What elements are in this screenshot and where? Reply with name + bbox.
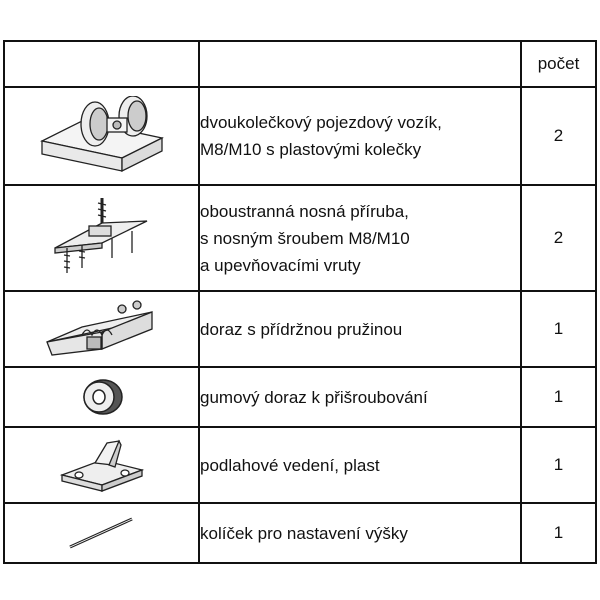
item-image-cell — [4, 503, 199, 563]
floor-guide-icon — [57, 435, 147, 495]
table-row — [4, 291, 596, 367]
item-count: 2 — [521, 185, 596, 291]
rubber-stop-icon — [77, 375, 127, 419]
spring-stop-icon — [42, 297, 162, 362]
table-row — [4, 185, 596, 291]
item-count: 1 — [521, 427, 596, 503]
item-description — [199, 87, 521, 185]
item-description — [199, 503, 521, 563]
description-line: podlahové vedení, plast — [200, 455, 380, 475]
mounting-bracket-icon — [47, 193, 157, 283]
double-wheel-trolley-icon — [37, 96, 167, 176]
table-header-row — [4, 41, 596, 87]
table-row — [4, 87, 596, 185]
description-line: doraz s přídržnou pružinou — [200, 319, 403, 339]
item-image-cell — [4, 367, 199, 427]
item-description — [199, 185, 521, 291]
description-line: gumový doraz k přišroubování — [200, 387, 428, 407]
item-description — [199, 427, 521, 503]
item-count: 2 — [521, 87, 596, 185]
item-count: 1 — [521, 367, 596, 427]
table-row — [4, 427, 596, 503]
description-line: kolíček pro nastavení výšky — [200, 523, 408, 543]
item-count: 1 — [521, 291, 596, 367]
description-line: a upevňovacími vruty — [200, 255, 361, 275]
item-count: 1 — [521, 503, 596, 563]
item-image-cell — [4, 427, 199, 503]
description-line: dvoukolečkový pojezdový vozík, — [200, 113, 442, 132]
header-count: počet — [521, 41, 596, 87]
item-image-cell — [4, 291, 199, 367]
table-row — [4, 367, 596, 427]
adjustment-pin-icon — [62, 513, 142, 553]
item-image-cell — [4, 185, 199, 291]
description-line: oboustranná nosná příruba, — [200, 201, 409, 221]
header-item-cell — [4, 41, 199, 87]
table-row — [4, 503, 596, 563]
item-description — [199, 367, 521, 427]
header-description-cell — [199, 41, 521, 87]
parts-table — [3, 40, 597, 564]
description-line: s nosným šroubem M8/M10 — [200, 228, 410, 248]
item-image-cell — [4, 87, 199, 185]
item-description — [199, 291, 521, 367]
description-line: M8/M10 s plastovými kolečky — [200, 140, 422, 159]
